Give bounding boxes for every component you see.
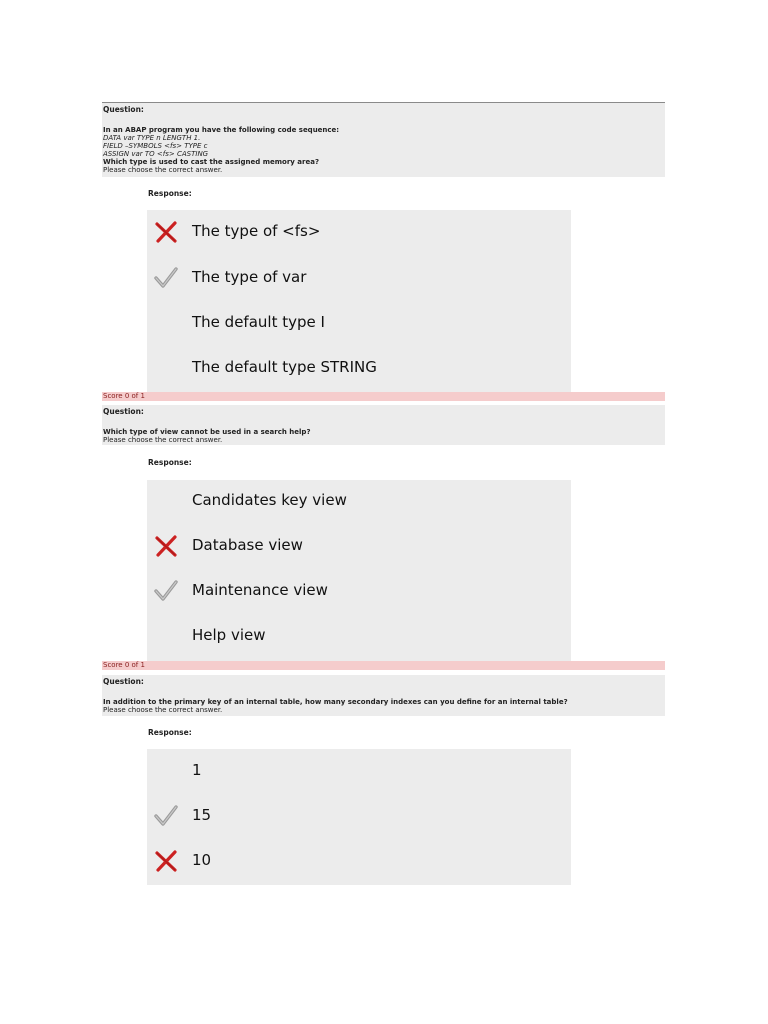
- response-label: Response:: [148, 728, 192, 737]
- response-box-1: [147, 210, 571, 392]
- answer-option: [147, 620, 571, 650]
- cross-icon: [154, 534, 178, 558]
- check-icon: [154, 579, 178, 603]
- answer-option-text: Candidates key view: [192, 491, 347, 509]
- answer-option: [147, 575, 571, 605]
- answer-option: [147, 307, 571, 337]
- answer-option-text: 10: [192, 851, 212, 869]
- code-line: ASSIGN var TO <fs> CASTING: [103, 150, 209, 158]
- score-bar: Score 0 of 1: [102, 661, 665, 670]
- cross-icon: [154, 849, 178, 873]
- response-label: Response:: [148, 458, 192, 467]
- response-label: Response:: [148, 189, 192, 198]
- answer-option: [147, 755, 571, 785]
- answer-option: [147, 845, 571, 875]
- answer-option: [147, 485, 571, 515]
- question-text: In addition to the primary key of an internal table, how many secondary indexes can you define for an internal table?: [103, 698, 568, 706]
- answer-option-text: Maintenance view: [192, 581, 328, 599]
- question-text: In an ABAP program you have the following code sequence:: [103, 126, 340, 134]
- answer-option: [147, 530, 571, 560]
- answer-option-text: The default type STRING: [192, 358, 377, 376]
- question-text: Which type of view cannot be used in a search help?: [103, 428, 311, 436]
- response-box-3: [147, 749, 571, 885]
- answer-option-text: Database view: [192, 536, 303, 554]
- answer-option-text: 15: [192, 806, 212, 824]
- answer-option: [147, 800, 571, 830]
- question-prompt: Which type is used to cast the assigned memory area?: [103, 158, 320, 166]
- question-box-2: [102, 405, 665, 445]
- answer-option: [147, 352, 571, 382]
- instruction-text: Please choose the correct answer.: [103, 436, 223, 444]
- question-box-1: [102, 103, 665, 177]
- check-icon: [154, 266, 178, 290]
- answer-option-text: The type of <fs>: [192, 222, 321, 240]
- answer-option: [147, 262, 571, 292]
- question-label: Question:: [103, 407, 144, 416]
- answer-option-text: The default type I: [192, 313, 325, 331]
- check-icon: [154, 804, 178, 828]
- answer-option-text: The type of var: [192, 268, 307, 286]
- instruction-text: Please choose the correct answer.: [103, 166, 223, 174]
- question-box-3: [102, 675, 665, 716]
- code-line: DATA var TYPE n LENGTH 1.: [103, 134, 201, 142]
- code-line: FIELD –SYMBOLS <fs> TYPE c: [103, 142, 208, 150]
- answer-option-text: Help view: [192, 626, 266, 644]
- cross-icon: [154, 220, 178, 244]
- answer-option-text: 1: [192, 761, 202, 779]
- instruction-text: Please choose the correct answer.: [103, 706, 223, 714]
- score-bar: Score 0 of 1: [102, 392, 665, 401]
- question-label: Question:: [103, 105, 144, 114]
- question-label: Question:: [103, 677, 144, 686]
- answer-option: [147, 216, 571, 246]
- response-box-2: [147, 480, 571, 661]
